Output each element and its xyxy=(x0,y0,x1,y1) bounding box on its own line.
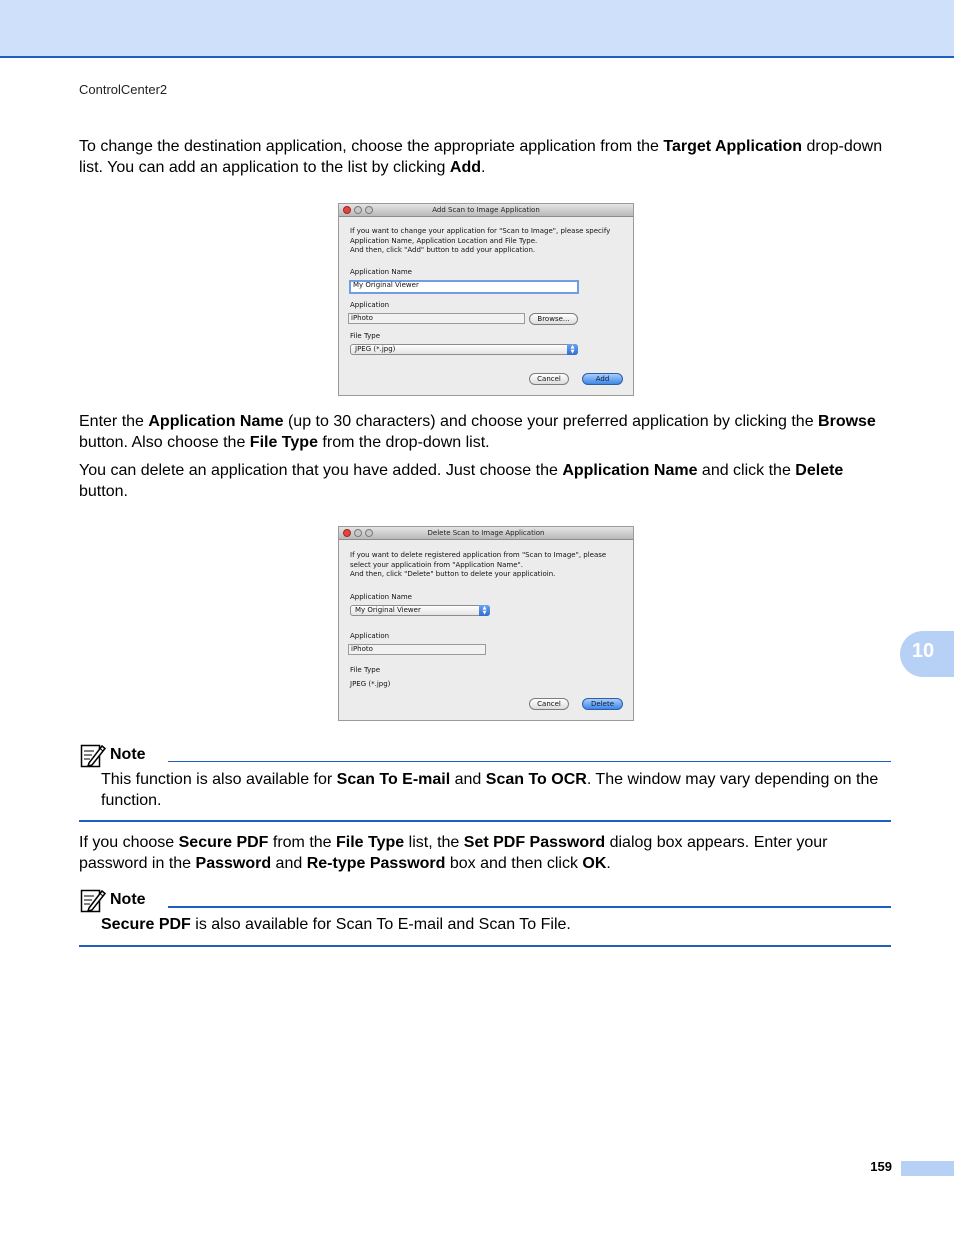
note-label: Note xyxy=(110,746,146,763)
app-name-input[interactable]: My Original Viewer xyxy=(349,280,579,294)
note-divider xyxy=(168,761,891,762)
chapter-number: 10 xyxy=(911,640,935,662)
add-button[interactable]: Add xyxy=(582,373,623,385)
file-type-select[interactable]: JPEG (*.jpg) ▲ ▼ xyxy=(350,344,578,355)
note-bottom-rule xyxy=(79,945,891,947)
note-label: Note xyxy=(110,891,146,908)
note-text: This function is also available for Scan To E-mail and Scan To OCR. The window may vary depending on the function. xyxy=(101,771,879,809)
application-field[interactable]: iPhoto xyxy=(348,313,525,324)
delete-button[interactable]: Delete xyxy=(582,698,623,710)
app-name-label: Application Name xyxy=(350,268,412,276)
note-text: Secure PDF is also available for Scan To E-mail and Scan To File. xyxy=(101,916,571,933)
delete-paragraph: You can delete an application that you have added. Just choose the Application Name and click the Delete button. xyxy=(79,462,844,500)
cancel-button[interactable]: Cancel xyxy=(529,373,569,385)
dialog-title: Delete Scan to Image Application xyxy=(427,529,545,537)
page-number: 159 xyxy=(870,1159,892,1174)
app-name-label: Application Name xyxy=(350,593,412,601)
app-name-select[interactable]: My Original Viewer ▲ ▼ xyxy=(350,605,490,616)
application-label: Application xyxy=(350,632,390,640)
add-scan-dialog xyxy=(338,203,634,396)
browse-button[interactable]: Browse... xyxy=(529,313,578,325)
application-label: Application xyxy=(350,301,390,309)
chapter-tab xyxy=(900,631,954,677)
note-pencil-icon xyxy=(80,887,106,913)
select-arrows-icon: ▲ ▼ xyxy=(567,344,578,355)
secure-pdf-paragraph: If you choose Secure PDF from the File Type list, the Set PDF Password dialog box appears. Enter your password in the Password and Re-type Password box and then click OK. xyxy=(79,834,828,872)
dialog-instructions: If you want to delete registered application from "Scan to Image", please select your applicatioin from "Application Name". And then, click "Delete" button to delete your applicatioin. xyxy=(350,551,607,578)
file-type-label: File Type xyxy=(350,332,381,340)
intro-paragraph: To change the destination application, choose the appropriate application from the Target Application drop-down list. You can add an application to the list by clicking Add. xyxy=(79,138,883,176)
footer-band xyxy=(901,1161,954,1176)
dialog-titlebar xyxy=(339,204,633,217)
note-heading xyxy=(80,887,146,913)
file-type-value: JPEG (*.jpg) xyxy=(350,680,391,688)
application-field: iPhoto xyxy=(348,644,486,655)
note-heading xyxy=(80,742,146,768)
note-bottom-rule xyxy=(79,820,891,822)
note-pencil-icon xyxy=(80,742,106,768)
app-name-paragraph: Enter the Application Name (up to 30 characters) and choose your preferred application by clicking the Browse button. Also choose the File Type from the drop-down list. xyxy=(79,413,876,451)
top-header-band xyxy=(0,0,954,58)
file-type-label: File Type xyxy=(350,666,381,674)
select-arrows-icon: ▲ ▼ xyxy=(479,605,490,616)
delete-scan-dialog xyxy=(338,526,634,721)
dialog-instructions: If you want to change your application for "Scan to Image", please specify Application Name, Application Location and File Type. And then, click "Add" button to add your application. xyxy=(350,227,611,254)
dialog-title: Add Scan to Image Application xyxy=(432,206,540,214)
dialog-titlebar xyxy=(339,527,633,540)
running-head: ControlCenter2 xyxy=(79,82,168,97)
note-divider xyxy=(168,906,891,908)
cancel-button[interactable]: Cancel xyxy=(529,698,569,710)
